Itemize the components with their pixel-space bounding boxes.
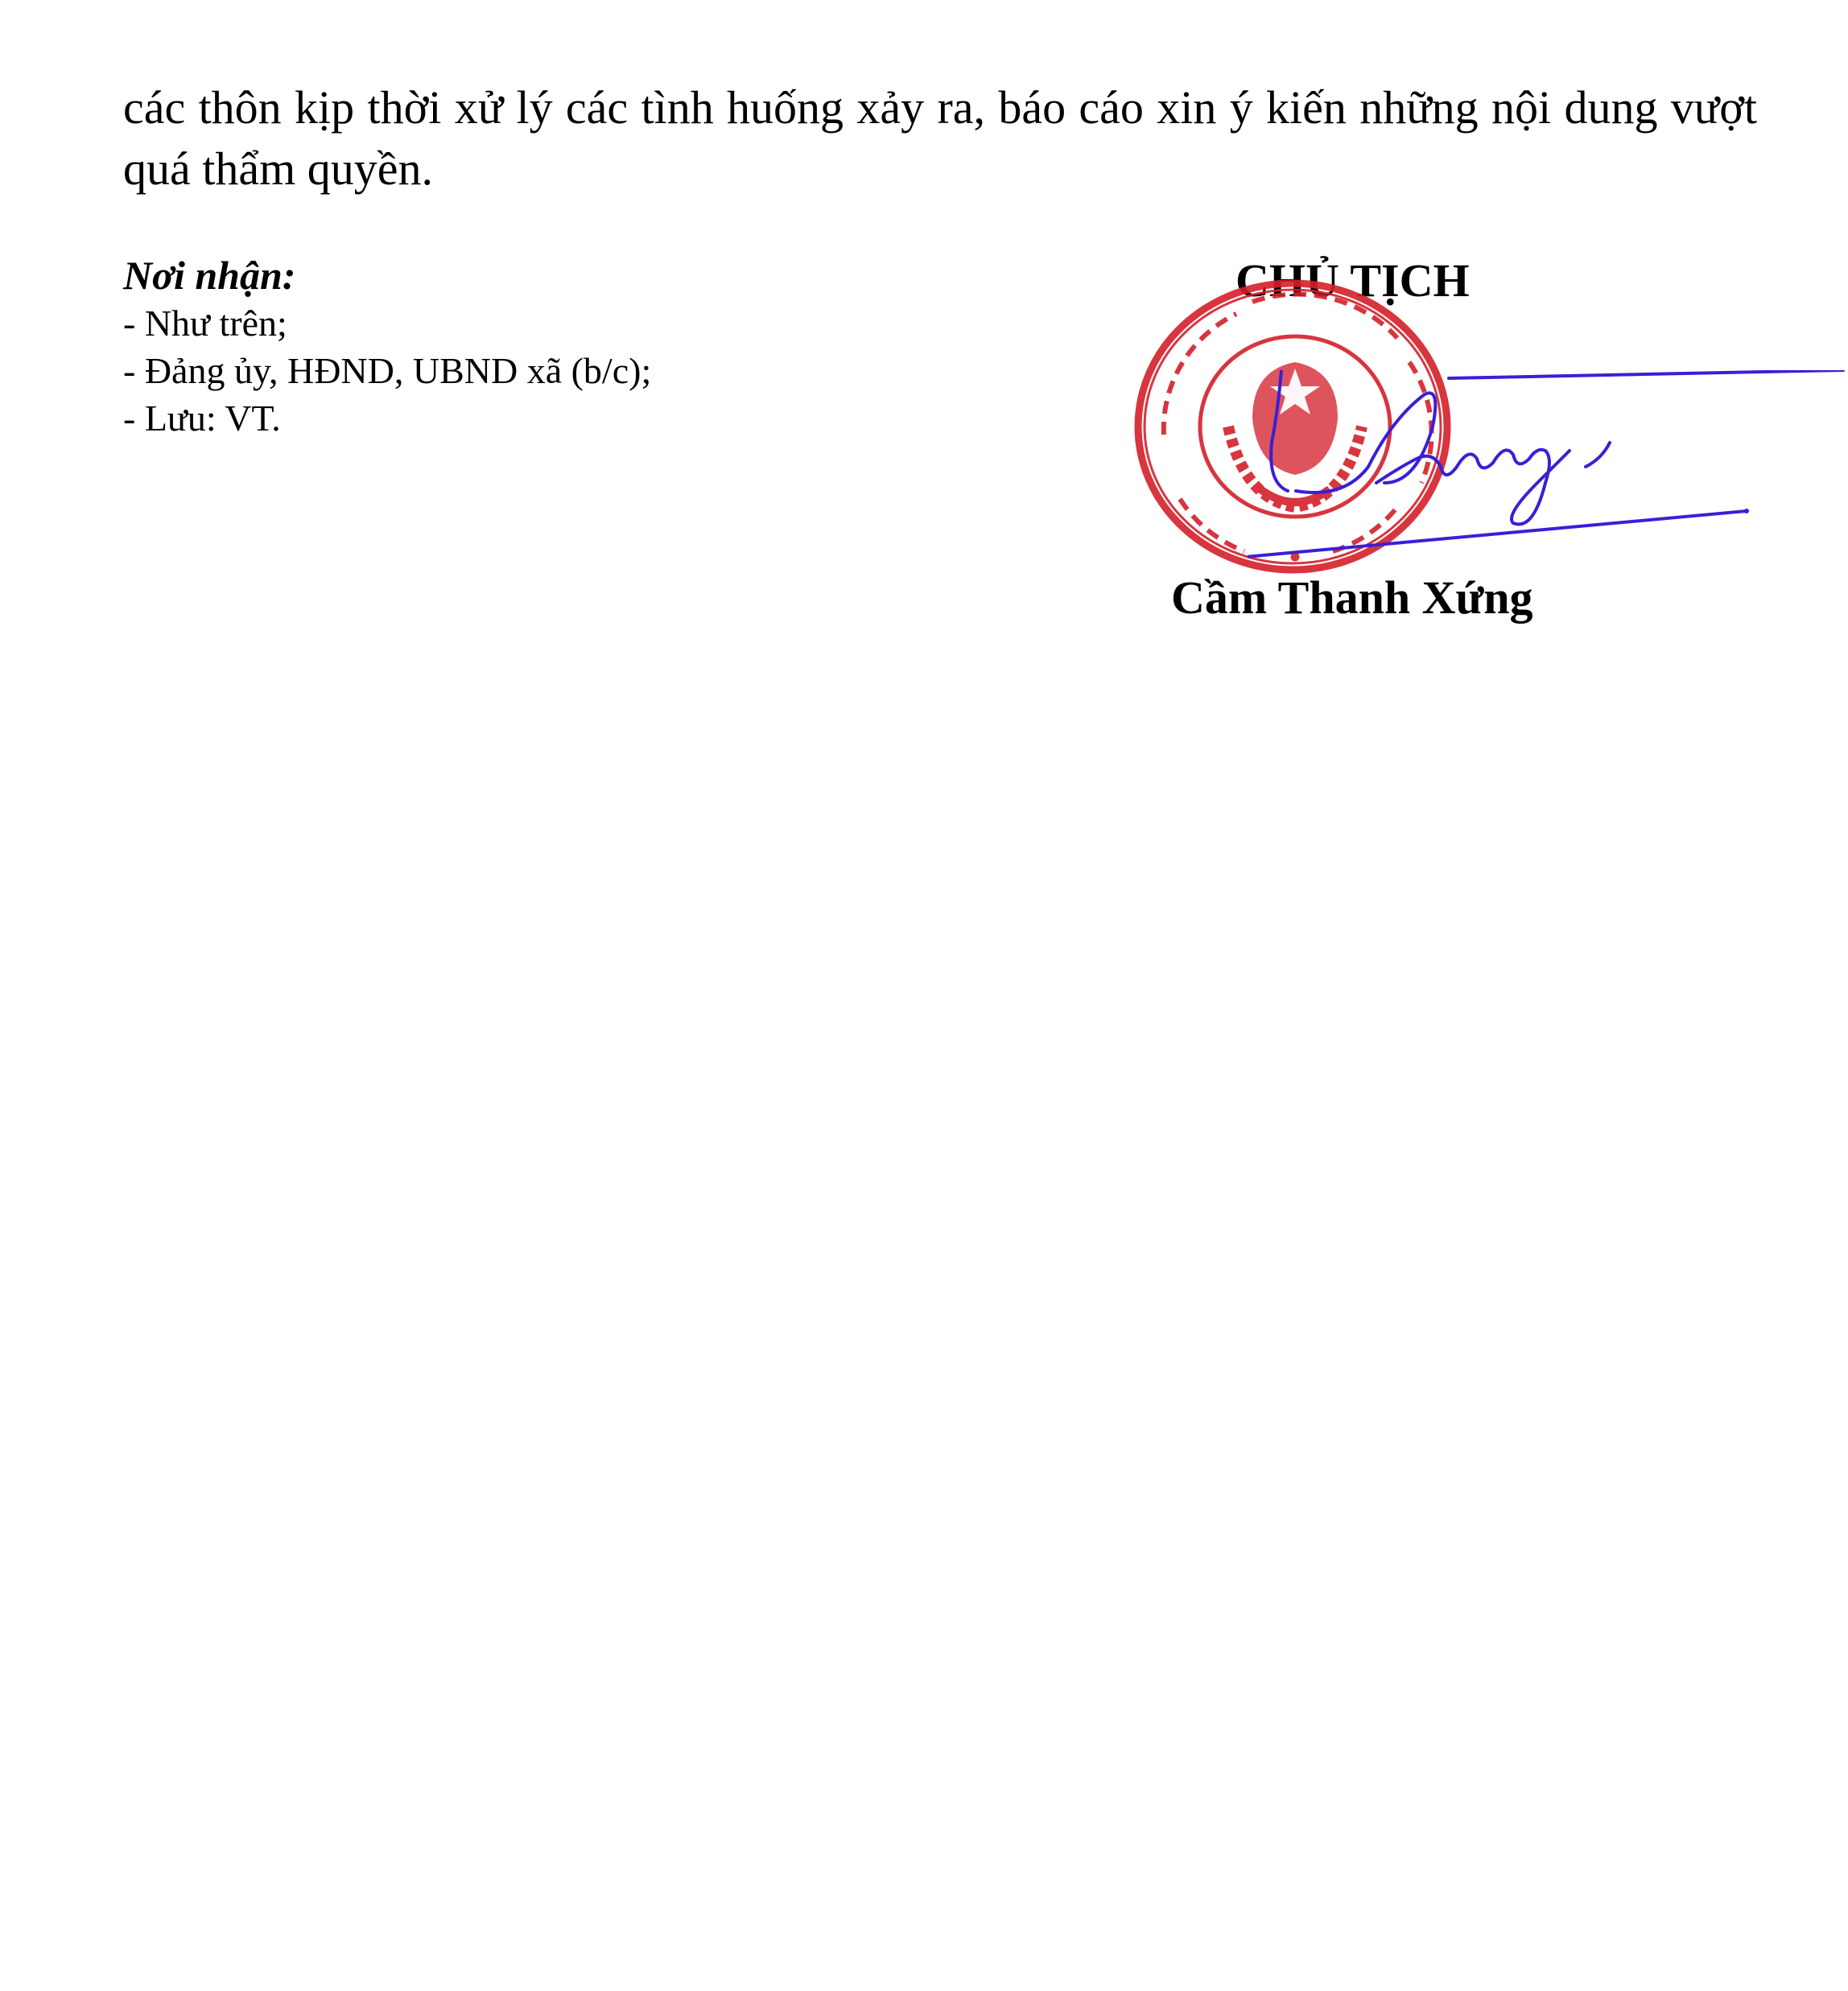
recipient-item: - Lưu: VT. (123, 398, 281, 439)
signature-block (1127, 241, 1848, 660)
signer-position-title: CHỦ TỊCH (1235, 254, 1470, 307)
recipients-list (123, 299, 1089, 442)
signer-name: Cầm Thanh Xứng (1171, 571, 1533, 624)
recipients-block (123, 251, 1089, 442)
recipients-title: Nơi nhận: (123, 253, 296, 298)
handwritten-signature-icon (1248, 370, 1848, 563)
recipient-item: - Như trên; (123, 303, 287, 344)
recipient-item: - Đảng ủy, HĐND, UBND xã (b/c); (123, 350, 652, 391)
body-paragraph: các thôn kịp thời xử lý các tình huống xảy ra, báo cáo xin ý kiến những nội dung vượt quá thẩm quyền. (123, 81, 1757, 195)
